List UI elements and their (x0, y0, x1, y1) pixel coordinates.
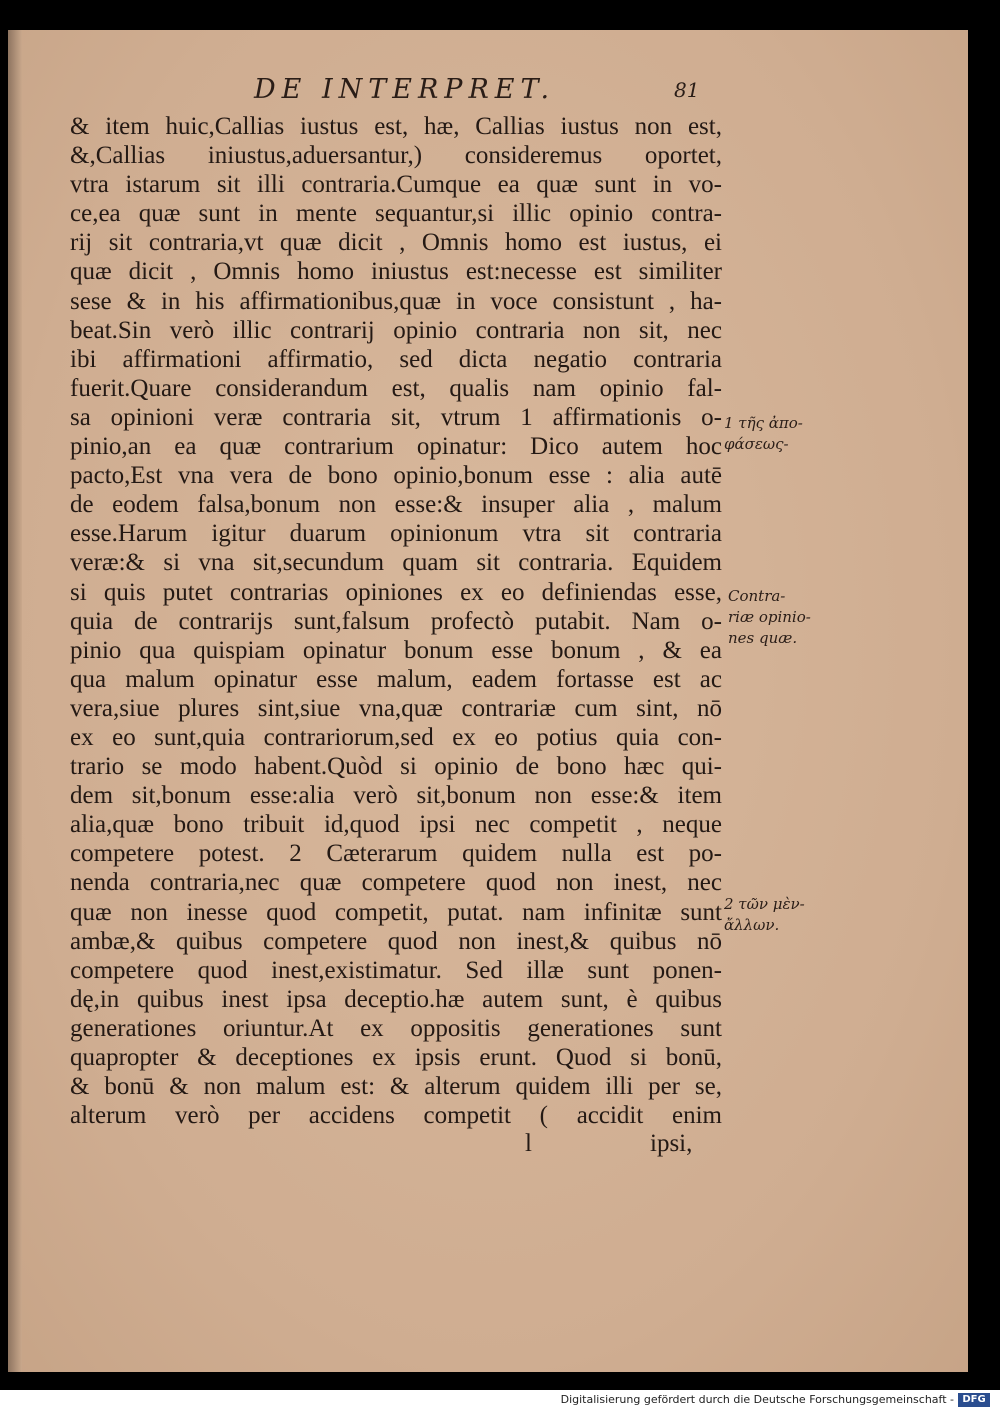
page-bottom-line (70, 1130, 722, 1159)
text-line: beat.Sin verò illic contrarij opinio contraria non sit, nec (70, 316, 722, 344)
page-header (254, 74, 724, 114)
page-edge (8, 30, 22, 1372)
text-line: quæ non inesse quod competit, putat. nam infinitæ sunt (70, 898, 722, 926)
text-line: & item huic,Callias iustus est, hæ, Callias iustus non est, (70, 113, 722, 140)
margin-note-line: riæ opinio- (728, 608, 811, 626)
text-line: dem sit,bonum esse:alia verò sit,bonum non esse:& item (70, 782, 722, 810)
text-line: pinio,an ea quæ contrarium opinatur: Dico autem hoc (70, 433, 722, 461)
text-line: &,Callias iniustus,aduersantur,) consideremus oportet, (70, 142, 722, 170)
text-line: dę,in quibus inest ipsa deceptio.hæ autem sunt, è quibus (70, 985, 722, 1013)
text-line: alia,quæ bono tribuit id,quod ipsi nec competit , neque (70, 811, 722, 839)
text-line: si quis putet contrarias opiniones ex eo definiendas esse, (70, 578, 722, 606)
main-text (70, 112, 722, 1159)
text-line: nenda contraria,nec quæ competere quod non inest, nec (70, 869, 722, 897)
text-line: vtra istarum sit illi contraria.Cumque ea quæ sunt in vo- (70, 171, 722, 199)
text-line: quia de contrarijs sunt,falsum profectò putabit. Nam o- (70, 607, 722, 635)
text-line: de eodem falsa,bonum non esse:& insuper alia , malum (70, 491, 722, 519)
margin-note-latin (728, 586, 811, 649)
text-line: esse.Harum igitur duarum opinionum vtra sit contraria (70, 520, 722, 548)
catchword: ipsi, (650, 1130, 693, 1158)
text-line: sa opinioni veræ contraria sit, vtrum 1 affirmationis o- (70, 403, 722, 431)
dfg-logo: DFG (958, 1393, 990, 1407)
margin-note-line: 1 τῆς ἀπο- (724, 414, 803, 432)
margin-note-line: 2 τῶν μὲν- (724, 895, 805, 913)
text-line: rij sit contraria,vt quæ dicit , Omnis homo est iustus, ei (70, 229, 722, 257)
signature-mark: l (525, 1130, 532, 1158)
funding-credit: Digitalisierung gefördert durch die Deutsche Forschungsgemeinschaft - (560, 1393, 954, 1406)
text-line: generationes oriuntur.At ex oppositis generationes sunt (70, 1014, 722, 1042)
text-line: competere potest. 2 Cæterarum quidem nulla est po- (70, 840, 722, 868)
text-line: competere quod inest,existimatur. Sed illæ sunt ponen- (70, 956, 722, 984)
text-line: sese & in his affirmationibus,quæ in voce consistunt , ha- (70, 287, 722, 315)
text-line: quapropter & deceptiones ex ipsis erunt. Quod si bonū, (70, 1044, 722, 1071)
text-line: alterum verò per accidens competit ( accidit enim (70, 1102, 722, 1130)
margin-note-line: Contra- (728, 587, 786, 605)
text-line: trario se modo habent.Quòd si opinio de bono hæc qui- (70, 753, 722, 781)
text-line: ambæ,& quibus competere quod non inest,& quibus nō (70, 927, 722, 955)
margin-note-greek-2 (724, 894, 805, 936)
margin-note-greek-1 (724, 413, 803, 455)
text-line: veræ:& si vna sit,secundum quam sit contraria. Equidem (70, 549, 722, 577)
text-line: pacto,Est vna vera de bono opinio,bonum esse : alia autē (70, 462, 722, 490)
margin-note-line: ἄλλων. (724, 916, 780, 934)
text-line: vera,siue plures sint,siue vna,quæ contrariæ cum sint, nō (70, 694, 722, 722)
folio-number: 81 (674, 78, 700, 102)
margin-note-line: nes quæ. (728, 629, 798, 647)
text-line: qua malum opinatur esse malum, eadem fortasse est ac (70, 665, 722, 693)
text-line: ibi affirmationi affirmatio, sed dicta negatio contraria (70, 345, 722, 373)
text-line: ex eo sunt,quia contrariorum,sed ex eo potius quia con- (70, 723, 722, 751)
text-line: pinio qua quispiam opinatur bonum esse bonum , & ea (70, 636, 722, 664)
digitization-footer (0, 1390, 1000, 1411)
text-line: ce,ea quæ sunt in mente sequantur,si illic opinio contra- (70, 200, 722, 228)
text-line: fuerit.Quare considerandum est, qualis nam opinio fal- (70, 374, 722, 402)
text-line: & bonū & non malum est: & alterum quidem illi per se, (70, 1073, 722, 1101)
running-head: DE INTERPRET. (254, 74, 556, 105)
text-line: quæ dicit , Omnis homo iniustus est:necesse est similiter (70, 258, 722, 286)
margin-note-line: φάσεως- (724, 435, 789, 453)
